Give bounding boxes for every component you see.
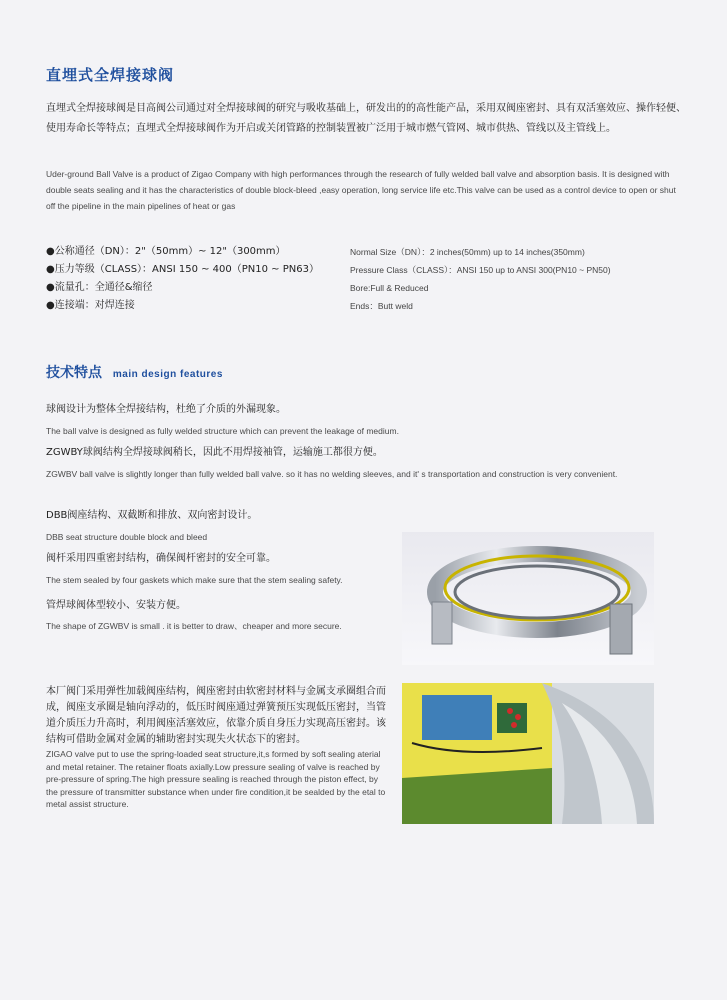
feature-6-cn: 本厂阀门采用弹性加载阀座结构，阀座密封由软密封材料与金属支承圈组合而成，阀座支承圈是轴向浮动的，低压时阀座通过弹簧预压实现低压密封，当管道介质压力升高时，利用阀座活塞效应，依靠介质自身压力实现高压密封。该结构可借助金属对金属的辅助密封实现失火状态下的密封。 [46,686,386,745]
features-heading [46,362,223,382]
spec-item: Normal Size（DN）：2 inches(50mm) up to 14 inches(350mm) [350,247,585,257]
feature-5-en: The shape of ZGWBV is small . it is better to draw、cheaper and more secure. [46,621,342,631]
valve-cross-section-image [402,683,654,824]
spring-seat-paragraph [46,684,386,811]
spec-item: ●压力等级（CLASS）：ANSI 150 ~ 400（PN10 ~ PN63） [46,264,319,275]
feature-4-en: The stem sealed by four gaskets which make sure that the stem sealing safety. [46,575,343,585]
specs-chinese-list [46,243,346,315]
feature-3-en: DBB seat structure double block and bleed [46,532,208,542]
specs-english-list [350,243,710,315]
page-title: 直埋式全焊接球阀 [46,66,175,84]
spec-item: ●流量孔：全通径&缩径 [46,282,153,293]
feature-3-cn: DBB阀座结构、双截断和排放、双向密封设计。 [46,510,258,521]
feature-4-cn: 阀杆采用四重密封结构，确保阀杆密封的安全可靠。 [46,553,276,564]
feature-6-en: ZIGAO valve put to use the spring-loaded seat structure,it,s formed by soft sealing aterial and metal retainer. The retainer floats axially.Low pressure sealing of valve is reached by pre-pressure of spring.The high pressure sealing is reached through the piston effect, by the pressure of transmitter substance when under fire condition,it be sealded by the etal to metal assist structure. [46,749,386,809]
spec-item: ●公称通径（DN）：2"（50mm）~ 12"（300mm） [46,246,286,257]
feature-1-cn: 球阀设计为整体全焊接结构，杜绝了介质的外漏现象。 [46,404,286,415]
features-heading-en: main design features [112,369,223,380]
spec-item: Bore:Full & Reduced [350,283,429,293]
feature-1-en: The ball valve is designed as fully welded structure which can prevent the leakage of medium. [46,426,399,436]
intro-english-paragraph: Uder-ground Ball Valve is a product of Zigao Company with high performances through the research of fully welded ball valve and absorption basis. It is designed with double seats sealing and it has the characteristics of double block-bleed ,easy operation, long service life etc.This valve can be used as a control device to open or shut off the pipeline in the main pipelines of heat or gas [46,169,676,211]
features-heading-cn: 技术特点 [46,365,102,381]
spec-item: Pressure Class（CLASS）：ANSI 150 up to ANSI 300(PN10 ~ PN50) [350,265,611,275]
feature-2-cn: ZGWBY球阀结构全焊接球阀稍长，因此不用焊接袖管，运输施工都很方便。 [46,447,383,458]
feature-2-en: ZGWBV ball valve is slightly longer than fully welded ball valve. so it has no welding sleeves, and it' s transportation and construction is very convenient. [46,469,618,479]
intro-chinese-paragraph: 直埋式全焊接球阀是目高阀公司通过对全焊接球阀的研究与吸收基础上，研发出的的高性能产品，采用双阀座密封、具有双活塞效应、操作轻便、使用寿命长等特点；直埋式全焊接球阀作为开启或关闭管路的控制装置被广泛用于城市燃气管网、城市供热、管线以及主管线上。 [46,103,686,134]
spec-item: ●连接端：对焊连接 [46,300,135,311]
spec-item: Ends：Butt weld [350,301,413,311]
seat-ring-image [402,532,654,665]
feature-5-cn: 管焊球阀体型较小、安装方便。 [46,600,186,611]
